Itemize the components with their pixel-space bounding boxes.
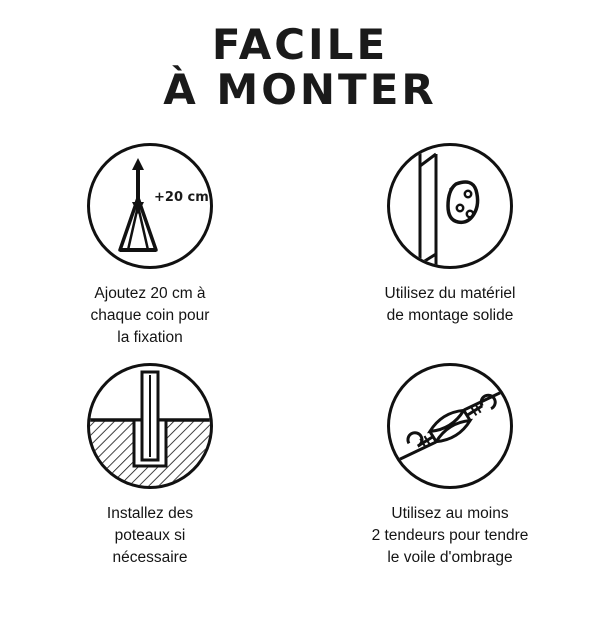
turnbuckle-tensioner-icon — [387, 363, 513, 489]
corner-extension-icon — [87, 143, 213, 269]
step-2-caption-line-1: Utilisez du matériel — [384, 284, 516, 302]
title-line-2: À MONTER — [163, 65, 437, 115]
wall-mount-bracket-icon — [387, 143, 513, 269]
step-3-caption-line-2: poteaux si — [114, 526, 186, 544]
step-3-caption-line-3: nécessaire — [112, 548, 188, 566]
step-item-2 — [300, 143, 600, 349]
step-2-caption-line-2: de montage solide — [386, 306, 514, 324]
step-item-4 — [300, 363, 600, 569]
step-3-caption-line-1: Installez des — [106, 504, 194, 522]
step-1-caption-line-3: la fixation — [117, 328, 183, 346]
steps-grid — [0, 143, 600, 569]
step-item-3 — [0, 363, 300, 569]
step-4-caption-line-2: 2 tendeurs pour tendre — [371, 526, 529, 544]
step-4-caption-line-3: le voile d'ombrage — [387, 548, 513, 566]
step-1-caption-line-1: Ajoutez 20 cm à — [94, 284, 206, 302]
step-item-1 — [0, 143, 300, 349]
title-line-1: FACILE — [211, 20, 389, 69]
step-1-caption-line-2: chaque coin pour — [90, 306, 210, 324]
step-2-caption — [385, 283, 516, 327]
step-3-caption — [107, 503, 193, 569]
step-1-caption — [91, 283, 210, 349]
step-4-caption — [372, 503, 529, 569]
step-4-caption-line-1: Utilisez au moins — [391, 504, 509, 522]
ground-post-icon — [87, 363, 213, 489]
step-1-badge: +20 cm — [154, 189, 209, 205]
page-title — [0, 0, 600, 113]
